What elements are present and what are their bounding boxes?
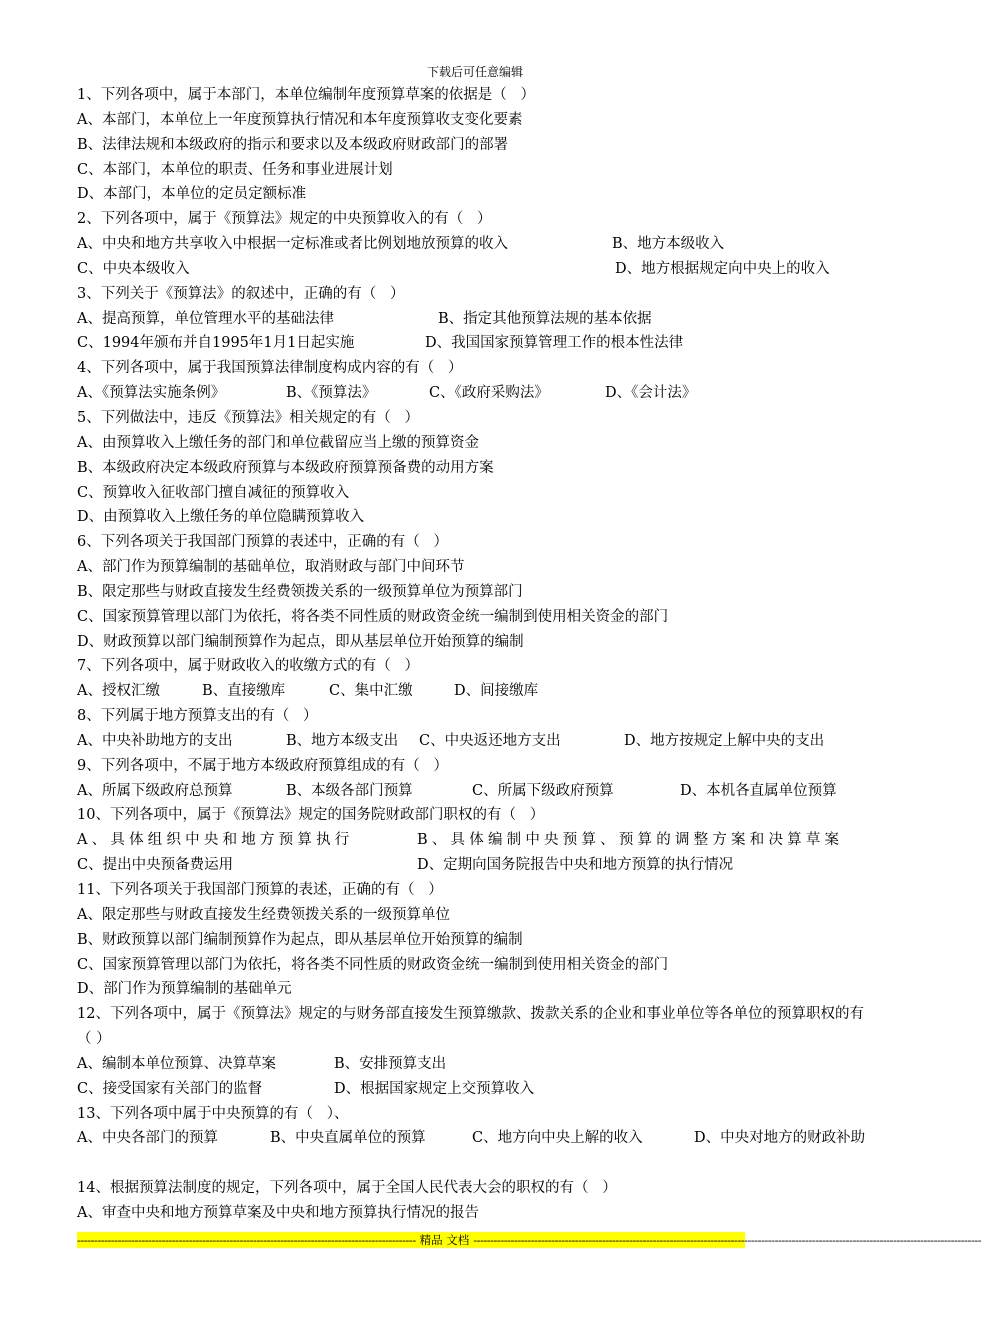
q2-option-b: B、地方本级收入 — [612, 236, 725, 253]
question-13: 13、下列各项中属于中央预算的有（ ）、 — [77, 1105, 349, 1122]
footer-text: 精品 文档 — [419, 1233, 470, 1247]
q11-option-c: C、国家预算管理以部门为依托，将各类不同性质的财政资金统一编制到使用相关资金的部门 — [77, 956, 669, 973]
q10-option-a: A、具体组织中央和地方预算执行 — [77, 832, 354, 849]
q1-option-c: C、本部门，本单位的职责、任务和事业进展计划 — [77, 161, 393, 178]
question-1: 1、下列各项中，属于本部门，本单位编制年度预算草案的依据是（ ） — [77, 87, 536, 103]
q9-option-d: D、本机各直属单位预算 — [680, 782, 837, 799]
q12-option-b: B、安排预算支出 — [334, 1055, 447, 1072]
footer-banner — [77, 1232, 981, 1248]
q4-option-c: C、《政府采购法》 — [429, 385, 549, 402]
q6-option-a: A、部门作为预算编制的基础单位，取消财政与部门中间环节 — [77, 559, 465, 576]
q8-row-1 — [77, 729, 875, 754]
q11-option-d: D、部门作为预算编制的基础单元 — [77, 981, 292, 998]
q2-option-c: C、中央本级收入 — [77, 260, 190, 277]
q12-option-d: D、根据国家规定上交预算收入 — [334, 1080, 535, 1097]
question-6: 6、下列各项关于我国部门预算的表述中，正确的有（ ） — [77, 534, 449, 551]
q14-option-a: A、审查中央和地方预算草案及中央和地方预算执行情况的报告 — [77, 1204, 479, 1221]
q5-option-a: A、由预算收入上缴任务的部门和单位截留应当上缴的预算资金 — [77, 434, 479, 451]
q7-option-b: B、直接缴库 — [202, 683, 286, 700]
q8-option-d: D、地方按规定上解中央的支出 — [624, 732, 825, 749]
q10-option-c: C、提出中央预备费运用 — [77, 857, 234, 874]
q2-row-1 — [77, 232, 875, 257]
q7-option-a: A、授权汇缴 — [77, 683, 160, 700]
question-8: 8、下列属于地方预算支出的有（ ） — [77, 708, 318, 725]
q2-option-a: A、中央和地方共享收入中根据一定标准或者比例划地放预算的收入 — [77, 236, 508, 253]
question-3: 3、下列关于《预算法》的叙述中，正确的有（ ） — [77, 285, 405, 302]
q8-option-a: A、中央补助地方的支出 — [77, 732, 233, 749]
q3-option-d: D、我国国家预算管理工作的根本性法律 — [425, 335, 684, 352]
q9-option-a: A、所属下级政府总预算 — [77, 782, 233, 799]
q10-row-2 — [77, 853, 875, 878]
q8-option-b: B、地方本级支出 — [286, 732, 399, 749]
question-5: 5、下列做法中，违反《预算法》相关规定的有（ ） — [77, 409, 420, 426]
q10-row-1 — [77, 828, 875, 853]
q11-option-a: A、限定那些与财政直接发生经费领拨关系的一级预算单位 — [77, 906, 450, 923]
q13-option-b: B、中央直属单位的预算 — [270, 1130, 426, 1147]
q7-option-c: C、集中汇缴 — [329, 683, 413, 700]
q5-option-c: C、预算收入征收部门擅自减征的预算收入 — [77, 484, 350, 501]
q3-option-b: B、指定其他预算法规的基本依据 — [438, 310, 652, 327]
q13-spacer — [77, 1151, 875, 1176]
footer-rule-right: ------------------------------------------------------------------------------------------------------------------------------------------------------ — [473, 1233, 981, 1247]
document-body — [77, 83, 875, 1226]
question-11: 11、下列各项关于我国部门预算的表述，正确的有（ ） — [77, 882, 443, 898]
q4-option-d: D、《会计法》 — [605, 385, 697, 402]
q3-row-2 — [77, 331, 875, 356]
footer-rule-left: ---------------------------------------------------------------------------------------------------- — [77, 1233, 416, 1247]
q9-option-b: B、本级各部门预算 — [286, 782, 413, 799]
question-7: 7、下列各项中，属于财政收入的收缴方式的有（ ） — [77, 658, 420, 675]
q5-option-b: B、本级政府决定本级政府预算与本级政府预算预备费的动用方案 — [77, 459, 494, 476]
question-12: 12、下列各项中，属于《预算法》规定的与财务部直接发生预算缴款、拨款关系的企业和事业单位等各单位的预算职权的有（ ） — [77, 1006, 864, 1048]
q7-option-d: D、间接缴库 — [454, 683, 539, 700]
q12-option-a: A、编制本单位预算、决算草案 — [77, 1055, 276, 1072]
q12-option-c: C、接受国家有关部门的监督 — [77, 1080, 263, 1097]
q3-option-c: C、1994年颁布并自1995年1月1日起实施 — [77, 335, 355, 352]
q6-option-c: C、国家预算管理以部门为依托，将各类不同性质的财政资金统一编制到使用相关资金的部门 — [77, 608, 669, 625]
q1-option-d: D、本部门，本单位的定员定额标准 — [77, 186, 307, 203]
q4-option-b: B、《预算法》 — [286, 385, 377, 402]
q6-option-b: B、限定那些与财政直接发生经费领拨关系的一级预算单位为预算部门 — [77, 583, 523, 600]
q1-option-b: B、法律法规和本级政府的指示和要求以及本级政府财政部门的部署 — [77, 136, 509, 153]
q6-option-d: D、财政预算以部门编制预算作为起点，即从基层单位开始预算的编制 — [77, 633, 524, 650]
q8-option-c: C、中央返还地方支出 — [419, 732, 561, 749]
q13-row-1 — [77, 1126, 875, 1151]
question-10: 10、下列各项中，属于《预算法》规定的国务院财政部门职权的有（ ） — [77, 807, 545, 824]
q5-option-d: D、由预算收入上缴任务的单位隐瞒预算收入 — [77, 509, 365, 526]
q2-option-d: D、地方根据规定向中央上的收入 — [615, 260, 830, 277]
q12-row-1 — [77, 1052, 875, 1077]
q4-option-a: A、《预算法实施条例》 — [77, 385, 226, 402]
q9-row-1 — [77, 779, 875, 804]
q2-row-2 — [77, 257, 875, 282]
q1-option-a: A、本部门，本单位上一年度预算执行情况和本年度预算收支变化要素 — [77, 111, 523, 128]
q13-option-a: A、中央各部门的预算 — [77, 1130, 218, 1147]
question-4: 4、下列各项中，属于我国预算法律制度构成内容的有（ ） — [77, 360, 463, 377]
q10-option-d: D、定期向国务院报告中央和地方预算的执行情况 — [417, 857, 734, 874]
q3-option-a: A、提高预算，单位管理水平的基础法律 — [77, 310, 334, 327]
q7-row-1 — [77, 679, 875, 704]
q13-option-c: C、地方向中央上解的收入 — [472, 1130, 643, 1147]
q11-option-b: B、财政预算以部门编制预算作为起点，即从基层单位开始预算的编制 — [77, 931, 523, 948]
question-14: 14、根据预算法制度的规定，下列各项中，属于全国人民代表大会的职权的有（ ） — [77, 1180, 617, 1197]
q4-row-1 — [77, 381, 875, 406]
q10-option-b: B、具体编制中央预算、预算的调整方案和决算草案 — [417, 832, 844, 849]
q12-row-2 — [77, 1077, 875, 1102]
q9-option-c: C、所属下级政府预算 — [472, 782, 614, 799]
question-2: 2、下列各项中，属于《预算法》规定的中央预算收入的有（ ） — [77, 211, 492, 228]
question-9: 9、下列各项中，不属于地方本级政府预算组成的有（ ） — [77, 757, 449, 774]
page-header: 下载后可任意编辑 — [426, 65, 523, 79]
q13-option-d: D、中央对地方的财政补助 — [694, 1130, 866, 1147]
q3-row-1 — [77, 307, 875, 332]
